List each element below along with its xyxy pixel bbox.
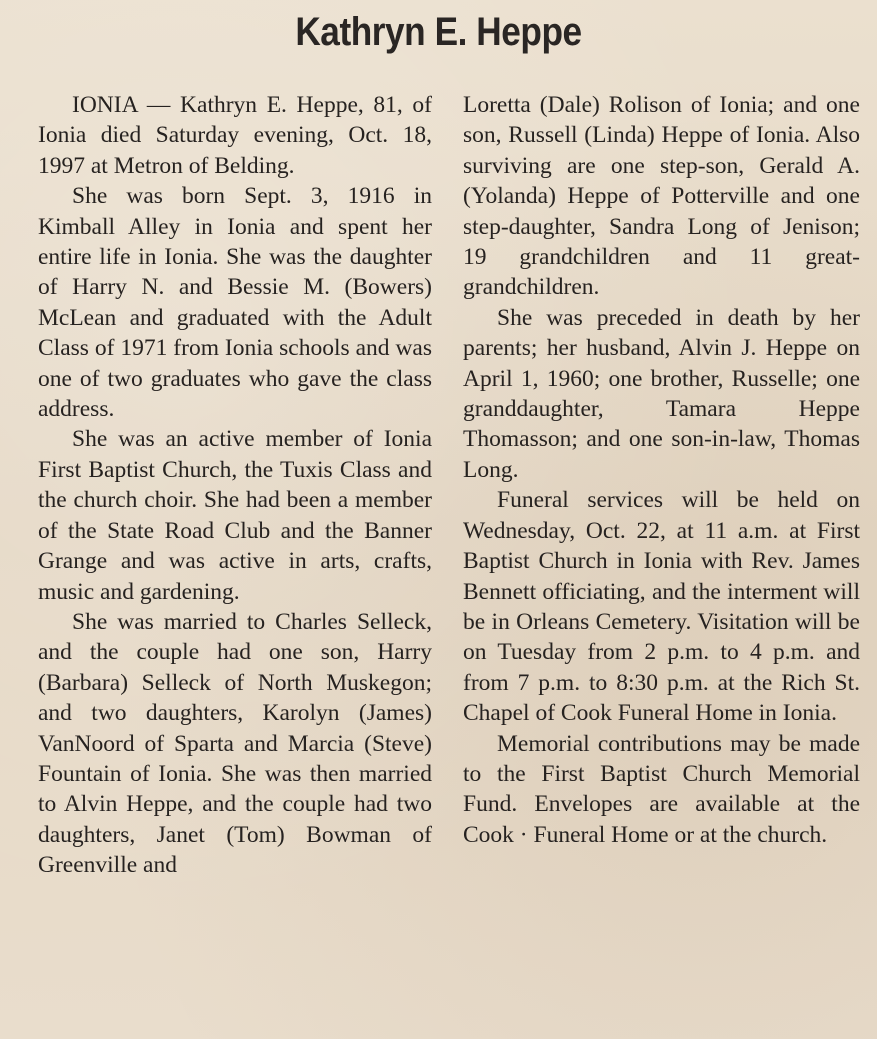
- obituary-headline: Kathryn E. Heppe: [295, 10, 582, 54]
- paragraph-birth-education: She was born Sept. 3, 1916 in Kimball Alley in Ionia and spent her entire life in Ionia. She was the daughter of Harry N. and Bessie M. (Bowers) McLean and graduated with the Adult Class of 1971 from Ionia schools and was one of two graduates who gave the class address.: [38, 183, 432, 423]
- paragraph-death-notice: IONIA — Kathryn E. Heppe, 81, of Ionia died Saturday evening, Oct. 18, 1997 at Metron of Belding.: [38, 92, 432, 179]
- paragraph-memorial-contributions: Memorial contributions may be made to the First Baptist Church Memorial Fund. Envelopes are available at the Cook · Funeral Home or at the church.: [463, 730, 860, 848]
- paragraph-marriages: She was married to Charles Selleck, and the couple had one son, Harry (Barbara) Selleck of North Muskegon; and two daughters, Karolyn (James) VanNoord of Sparta and Marcia (Steve) Fountain of Ionia. She was then married to Alvin Heppe, and the couple had two daughters, Janet (Tom) Bowman of Greenville and: [38, 608, 432, 879]
- paragraph-preceded-in-death: She was preceded in death by her parents; her husband, Alvin J. Heppe on April 1, 1960; one brother, Russelle; one granddaughter, Tamara Heppe Thomasson; and one son-in-law, Thomas Long.: [463, 304, 860, 483]
- paragraph-funeral-services: Funeral services will be held on Wednesday, Oct. 22, at 11 a.m. at First Baptist Church in Ionia with Rev. James Bennett officiating, and the interment will be in Orleans Cemetery. Visitation will be on Tuesday from 2 p.m. to 4 p.m. and from 7 p.m. to 8:30 p.m. at the Rich St. Chapel of Cook Funeral Home in Ionia.: [463, 487, 860, 727]
- paragraph-survivors: Loretta (Dale) Rolison of Ionia; and one son, Russell (Linda) Heppe of Ionia. Also surviving are one step-son, Gerald A. (Yolanda) Heppe of Potterville and one step-daughter, Sandra Long of Jenison; 19 grandchildren and 11 great-grandchildren.: [463, 92, 860, 301]
- paragraph-memberships: She was an active member of Ionia First Baptist Church, the Tuxis Class and the church choir. She had been a member of the State Road Club and the Banner Grange and was active in arts, crafts, music and gardening.: [38, 426, 432, 605]
- left-column: [38, 90, 432, 881]
- right-column: [463, 90, 860, 850]
